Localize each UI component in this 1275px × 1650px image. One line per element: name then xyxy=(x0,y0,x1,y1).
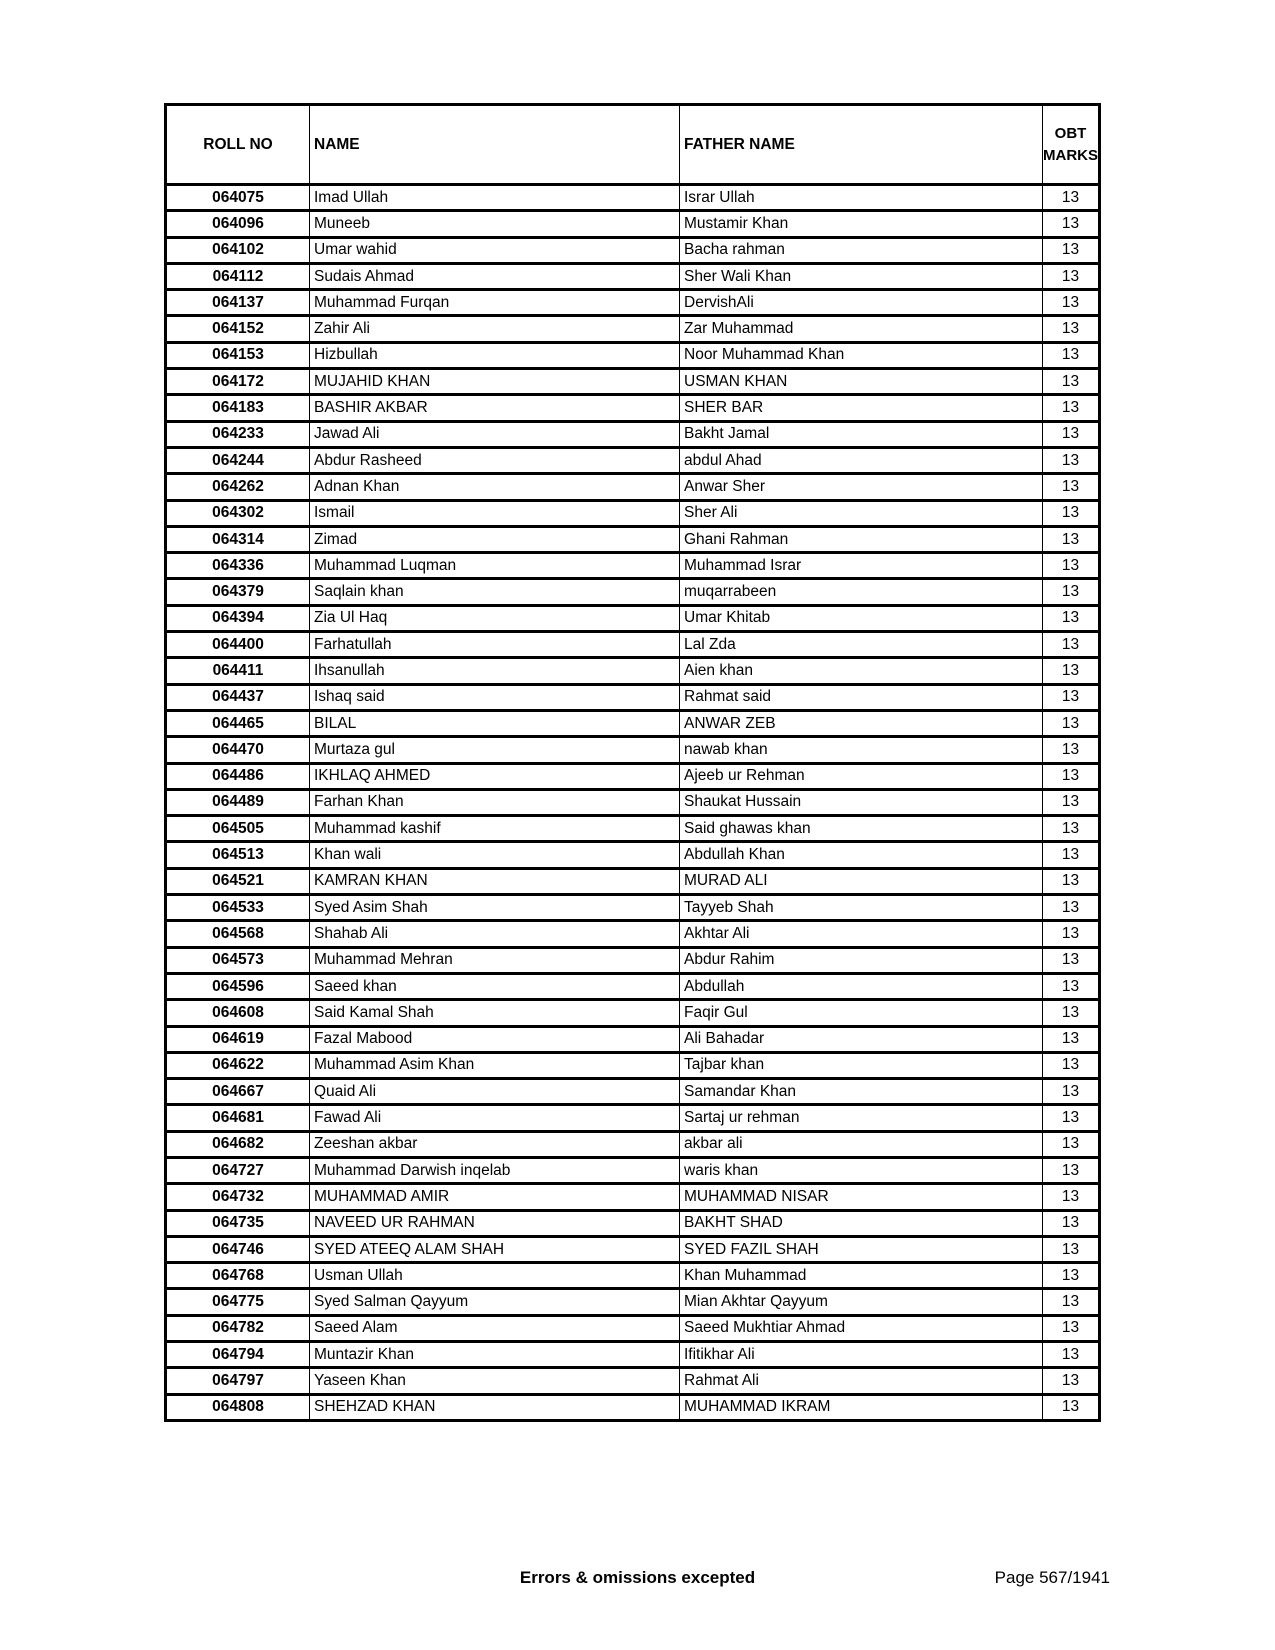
header-row xyxy=(166,105,1100,185)
table-row xyxy=(166,500,1100,526)
father-name-cell: Faqir Gul xyxy=(680,1000,1043,1026)
name-cell: Fawad Ali xyxy=(310,1105,680,1131)
obt-marks-cell: 13 xyxy=(1043,579,1100,605)
roll-no-cell: 064682 xyxy=(166,1131,310,1157)
obt-marks-cell: 13 xyxy=(1043,842,1100,868)
father-name-cell: Rahmat Ali xyxy=(680,1368,1043,1394)
obt-marks-cell: 13 xyxy=(1043,395,1100,421)
roll-no-cell: 064596 xyxy=(166,973,310,999)
name-cell: Quaid Ali xyxy=(310,1079,680,1105)
roll-no-cell: 064153 xyxy=(166,342,310,368)
obt-marks-cell: 13 xyxy=(1043,868,1100,894)
obt-marks-cell: 13 xyxy=(1043,763,1100,789)
father-name-cell: Sher Wali Khan xyxy=(680,263,1043,289)
obt-marks-cell: 13 xyxy=(1043,632,1100,658)
name-cell: Syed Salman Qayyum xyxy=(310,1289,680,1315)
table-row xyxy=(166,1236,1100,1262)
name-cell: Saqlain khan xyxy=(310,579,680,605)
obt-marks-cell: 13 xyxy=(1043,290,1100,316)
name-cell: Khan wali xyxy=(310,842,680,868)
table-row xyxy=(166,895,1100,921)
father-name-cell: BAKHT SHAD xyxy=(680,1210,1043,1236)
father-name-cell: Bacha rahman xyxy=(680,237,1043,263)
father-name-cell: MUHAMMAD IKRAM xyxy=(680,1394,1043,1420)
father-name-cell: USMAN KHAN xyxy=(680,369,1043,395)
name-cell: Muhammad Darwish inqelab xyxy=(310,1157,680,1183)
name-header: NAME xyxy=(310,105,680,185)
name-cell: Umar wahid xyxy=(310,237,680,263)
obt-marks-cell: 13 xyxy=(1043,895,1100,921)
obt-marks-cell: 13 xyxy=(1043,342,1100,368)
obt-marks-cell: 13 xyxy=(1043,526,1100,552)
obt-marks-cell: 13 xyxy=(1043,1263,1100,1289)
roll-no-cell: 064667 xyxy=(166,1079,310,1105)
obt-marks-cell: 13 xyxy=(1043,553,1100,579)
table-row xyxy=(166,684,1100,710)
father-name-cell: Saeed Mukhtiar Ahmad xyxy=(680,1315,1043,1341)
table-row xyxy=(166,710,1100,736)
roll-no-cell: 064746 xyxy=(166,1236,310,1262)
name-cell: Muhammad Mehran xyxy=(310,947,680,973)
table-row xyxy=(166,342,1100,368)
table-row xyxy=(166,1368,1100,1394)
father-name-cell: Ifitikhar Ali xyxy=(680,1342,1043,1368)
obt-marks-cell: 13 xyxy=(1043,1052,1100,1078)
father-name-cell: MURAD ALI xyxy=(680,868,1043,894)
table-row xyxy=(166,1289,1100,1315)
table-row xyxy=(166,1000,1100,1026)
roll-no-cell: 064102 xyxy=(166,237,310,263)
father-name-cell: SYED FAZIL SHAH xyxy=(680,1236,1043,1262)
father-name-cell: Abdur Rahim xyxy=(680,947,1043,973)
roll-no-cell: 064486 xyxy=(166,763,310,789)
table-row xyxy=(166,868,1100,894)
table-row xyxy=(166,816,1100,842)
table-row xyxy=(166,973,1100,999)
roll-no-cell: 064437 xyxy=(166,684,310,710)
roll-no-cell: 064732 xyxy=(166,1184,310,1210)
table-row xyxy=(166,447,1100,473)
name-cell: Zeeshan akbar xyxy=(310,1131,680,1157)
obt-marks-cell: 13 xyxy=(1043,1079,1100,1105)
name-cell: Ishaq said xyxy=(310,684,680,710)
roll-no-cell: 064336 xyxy=(166,553,310,579)
father-name-cell: Sartaj ur rehman xyxy=(680,1105,1043,1131)
table-row xyxy=(166,1184,1100,1210)
table-row xyxy=(166,605,1100,631)
obt-marks-cell: 13 xyxy=(1043,369,1100,395)
table-row xyxy=(166,1342,1100,1368)
roll-no-cell: 064379 xyxy=(166,579,310,605)
name-cell: IKHLAQ AHMED xyxy=(310,763,680,789)
roll-no-cell: 064681 xyxy=(166,1105,310,1131)
obt-marks-cell: 13 xyxy=(1043,1368,1100,1394)
name-cell: Shahab Ali xyxy=(310,921,680,947)
father-name-cell: ANWAR ZEB xyxy=(680,710,1043,736)
father-name-cell: Ghani Rahman xyxy=(680,526,1043,552)
name-cell: Farhan Khan xyxy=(310,789,680,815)
table-row xyxy=(166,526,1100,552)
name-cell: Muntazir Khan xyxy=(310,1342,680,1368)
father-name-cell: Tayyeb Shah xyxy=(680,895,1043,921)
roll-no-cell: 064513 xyxy=(166,842,310,868)
table-row xyxy=(166,737,1100,763)
roll-no-cell: 064573 xyxy=(166,947,310,973)
table-row xyxy=(166,1026,1100,1052)
roll-no-cell: 064112 xyxy=(166,263,310,289)
table-row xyxy=(166,263,1100,289)
table-row xyxy=(166,632,1100,658)
roll-no-cell: 064533 xyxy=(166,895,310,921)
name-cell: Ismail xyxy=(310,500,680,526)
obt-marks-cell: 13 xyxy=(1043,316,1100,342)
name-cell: Zahir Ali xyxy=(310,316,680,342)
obt-marks-cell: 13 xyxy=(1043,211,1100,237)
page-number: Page 567/1941 xyxy=(994,1568,1110,1587)
table-row xyxy=(166,211,1100,237)
father-name-cell: Tajbar khan xyxy=(680,1052,1043,1078)
roll-no-cell: 064489 xyxy=(166,789,310,815)
obt-marks-cell: 13 xyxy=(1043,1131,1100,1157)
roll-no-cell: 064233 xyxy=(166,421,310,447)
roll-no-cell: 064314 xyxy=(166,526,310,552)
roll-no-cell: 064608 xyxy=(166,1000,310,1026)
father-name-cell: Israr Ullah xyxy=(680,185,1043,211)
obt-marks-cell: 13 xyxy=(1043,185,1100,211)
father-name-cell: Khan Muhammad xyxy=(680,1263,1043,1289)
obt-marks-cell: 13 xyxy=(1043,789,1100,815)
results-table xyxy=(164,103,1101,1422)
name-cell: Sudais Ahmad xyxy=(310,263,680,289)
page-footer xyxy=(0,1568,1275,1592)
name-cell: Hizbullah xyxy=(310,342,680,368)
name-cell: Abdur Rasheed xyxy=(310,447,680,473)
table-row xyxy=(166,553,1100,579)
roll-no-cell: 064400 xyxy=(166,632,310,658)
name-cell: Saeed khan xyxy=(310,973,680,999)
father-name-cell: nawab khan xyxy=(680,737,1043,763)
father-name-cell: Rahmat said xyxy=(680,684,1043,710)
table-row xyxy=(166,658,1100,684)
roll-no-cell: 064137 xyxy=(166,290,310,316)
table-row xyxy=(166,947,1100,973)
father-name-cell: Lal Zda xyxy=(680,632,1043,658)
obt-marks-cell: 13 xyxy=(1043,1157,1100,1183)
table-row xyxy=(166,185,1100,211)
name-cell: Saeed Alam xyxy=(310,1315,680,1341)
name-cell: Imad Ullah xyxy=(310,185,680,211)
obt-marks-cell: 13 xyxy=(1043,947,1100,973)
father-name-cell: DervishAli xyxy=(680,290,1043,316)
father-name-cell: Aien khan xyxy=(680,658,1043,684)
name-cell: Yaseen Khan xyxy=(310,1368,680,1394)
roll-no-cell: 064152 xyxy=(166,316,310,342)
table-row xyxy=(166,842,1100,868)
table-row xyxy=(166,1315,1100,1341)
table-row xyxy=(166,474,1100,500)
name-cell: NAVEED UR RAHMAN xyxy=(310,1210,680,1236)
name-cell: Zia Ul Haq xyxy=(310,605,680,631)
father-name-cell: Shaukat Hussain xyxy=(680,789,1043,815)
obt-marks-cell: 13 xyxy=(1043,237,1100,263)
obt-marks-cell: 13 xyxy=(1043,421,1100,447)
obt-marks-header: OBT MARKS xyxy=(1043,105,1100,185)
name-cell: Adnan Khan xyxy=(310,474,680,500)
father-name-cell: Said ghawas khan xyxy=(680,816,1043,842)
father-name-cell: akbar ali xyxy=(680,1131,1043,1157)
name-cell: Muneeb xyxy=(310,211,680,237)
table-row xyxy=(166,921,1100,947)
obt-marks-cell: 13 xyxy=(1043,737,1100,763)
father-name-cell: Mustamir Khan xyxy=(680,211,1043,237)
name-cell: Muhammad Asim Khan xyxy=(310,1052,680,1078)
roll-no-cell: 064505 xyxy=(166,816,310,842)
roll-no-cell: 064775 xyxy=(166,1289,310,1315)
father-name-cell: Abdullah Khan xyxy=(680,842,1043,868)
name-cell: Muhammad kashif xyxy=(310,816,680,842)
table-row xyxy=(166,1157,1100,1183)
roll-no-cell: 064244 xyxy=(166,447,310,473)
father-name-cell: Mian Akhtar Qayyum xyxy=(680,1289,1043,1315)
roll-no-cell: 064411 xyxy=(166,658,310,684)
father-name-cell: Ali Bahadar xyxy=(680,1026,1043,1052)
roll-no-cell: 064735 xyxy=(166,1210,310,1236)
name-cell: KAMRAN KHAN xyxy=(310,868,680,894)
obt-marks-cell: 13 xyxy=(1043,1184,1100,1210)
table-row xyxy=(166,421,1100,447)
obt-marks-cell: 13 xyxy=(1043,816,1100,842)
roll-no-cell: 064172 xyxy=(166,369,310,395)
father-name-cell: Zar Muhammad xyxy=(680,316,1043,342)
father-name-cell: abdul Ahad xyxy=(680,447,1043,473)
name-cell: Said Kamal Shah xyxy=(310,1000,680,1026)
father-name-cell: Bakht Jamal xyxy=(680,421,1043,447)
roll-no-cell: 064782 xyxy=(166,1315,310,1341)
roll-no-cell: 064075 xyxy=(166,185,310,211)
father-name-cell: muqarrabeen xyxy=(680,579,1043,605)
table-row xyxy=(166,369,1100,395)
obt-marks-cell: 13 xyxy=(1043,658,1100,684)
roll-no-cell: 064521 xyxy=(166,868,310,894)
obt-marks-cell: 13 xyxy=(1043,447,1100,473)
roll-no-cell: 064470 xyxy=(166,737,310,763)
obt-marks-cell: 13 xyxy=(1043,684,1100,710)
father-name-cell: Sher Ali xyxy=(680,500,1043,526)
father-name-cell: Abdullah xyxy=(680,973,1043,999)
name-cell: SYED ATEEQ ALAM SHAH xyxy=(310,1236,680,1262)
obt-marks-cell: 13 xyxy=(1043,1000,1100,1026)
roll-no-cell: 064794 xyxy=(166,1342,310,1368)
table-row xyxy=(166,1131,1100,1157)
table-row xyxy=(166,290,1100,316)
father-name-cell: Akhtar Ali xyxy=(680,921,1043,947)
table-row xyxy=(166,1263,1100,1289)
roll-no-cell: 064465 xyxy=(166,710,310,736)
table-row xyxy=(166,1210,1100,1236)
father-name-cell: Muhammad Israr xyxy=(680,553,1043,579)
table-row xyxy=(166,395,1100,421)
name-cell: Murtaza gul xyxy=(310,737,680,763)
roll-no-cell: 064394 xyxy=(166,605,310,631)
roll-no-cell: 064096 xyxy=(166,211,310,237)
roll-no-cell: 064622 xyxy=(166,1052,310,1078)
table-row xyxy=(166,316,1100,342)
father-name-cell: Anwar Sher xyxy=(680,474,1043,500)
roll-no-cell: 064727 xyxy=(166,1157,310,1183)
father-name-cell: Umar Khitab xyxy=(680,605,1043,631)
father-name-cell: Ajeeb ur Rehman xyxy=(680,763,1043,789)
roll-no-cell: 064302 xyxy=(166,500,310,526)
obt-marks-cell: 13 xyxy=(1043,1105,1100,1131)
name-cell: MUJAHID KHAN xyxy=(310,369,680,395)
name-cell: SHEHZAD KHAN xyxy=(310,1394,680,1420)
table-row xyxy=(166,1394,1100,1420)
obt-marks-cell: 13 xyxy=(1043,1026,1100,1052)
table-row xyxy=(166,763,1100,789)
obt-marks-cell: 13 xyxy=(1043,1342,1100,1368)
name-cell: BILAL xyxy=(310,710,680,736)
roll-no-cell: 064619 xyxy=(166,1026,310,1052)
roll-no-cell: 064568 xyxy=(166,921,310,947)
father-name-cell: SHER BAR xyxy=(680,395,1043,421)
name-cell: Muhammad Furqan xyxy=(310,290,680,316)
table-row xyxy=(166,1079,1100,1105)
obt-marks-cell: 13 xyxy=(1043,921,1100,947)
obt-marks-cell: 13 xyxy=(1043,1315,1100,1341)
table-row xyxy=(166,237,1100,263)
father-name-cell: Samandar Khan xyxy=(680,1079,1043,1105)
obt-marks-cell: 13 xyxy=(1043,973,1100,999)
obt-marks-cell: 13 xyxy=(1043,710,1100,736)
results-table-body xyxy=(166,185,1100,1421)
name-cell: Farhatullah xyxy=(310,632,680,658)
table-row xyxy=(166,579,1100,605)
father-name-cell: Noor Muhammad Khan xyxy=(680,342,1043,368)
roll-no-cell: 064768 xyxy=(166,1263,310,1289)
father-name-cell: waris khan xyxy=(680,1157,1043,1183)
name-cell: Muhammad Luqman xyxy=(310,553,680,579)
name-cell: Syed Asim Shah xyxy=(310,895,680,921)
name-cell: Ihsanullah xyxy=(310,658,680,684)
roll-no-cell: 064808 xyxy=(166,1394,310,1420)
obt-marks-cell: 13 xyxy=(1043,500,1100,526)
roll-no-cell: 064797 xyxy=(166,1368,310,1394)
obt-marks-cell: 13 xyxy=(1043,605,1100,631)
results-table-header xyxy=(166,105,1100,185)
table-row xyxy=(166,1105,1100,1131)
roll-no-cell: 064262 xyxy=(166,474,310,500)
errors-omissions-note: Errors & omissions excepted xyxy=(519,1568,756,1587)
father-name-header: FATHER NAME xyxy=(680,105,1043,185)
name-cell: Usman Ullah xyxy=(310,1263,680,1289)
name-cell: Fazal Mabood xyxy=(310,1026,680,1052)
name-cell: Zimad xyxy=(310,526,680,552)
obt-marks-cell: 13 xyxy=(1043,1394,1100,1420)
obt-marks-cell: 13 xyxy=(1043,1236,1100,1262)
obt-marks-cell: 13 xyxy=(1043,474,1100,500)
obt-marks-cell: 13 xyxy=(1043,1289,1100,1315)
roll-no-cell: 064183 xyxy=(166,395,310,421)
obt-marks-cell: 13 xyxy=(1043,263,1100,289)
name-cell: Jawad Ali xyxy=(310,421,680,447)
roll-no-header: ROLL NO xyxy=(166,105,310,185)
table-row xyxy=(166,1052,1100,1078)
obt-marks-cell: 13 xyxy=(1043,1210,1100,1236)
father-name-cell: MUHAMMAD NISAR xyxy=(680,1184,1043,1210)
name-cell: BASHIR AKBAR xyxy=(310,395,680,421)
table-row xyxy=(166,789,1100,815)
name-cell: MUHAMMAD AMIR xyxy=(310,1184,680,1210)
